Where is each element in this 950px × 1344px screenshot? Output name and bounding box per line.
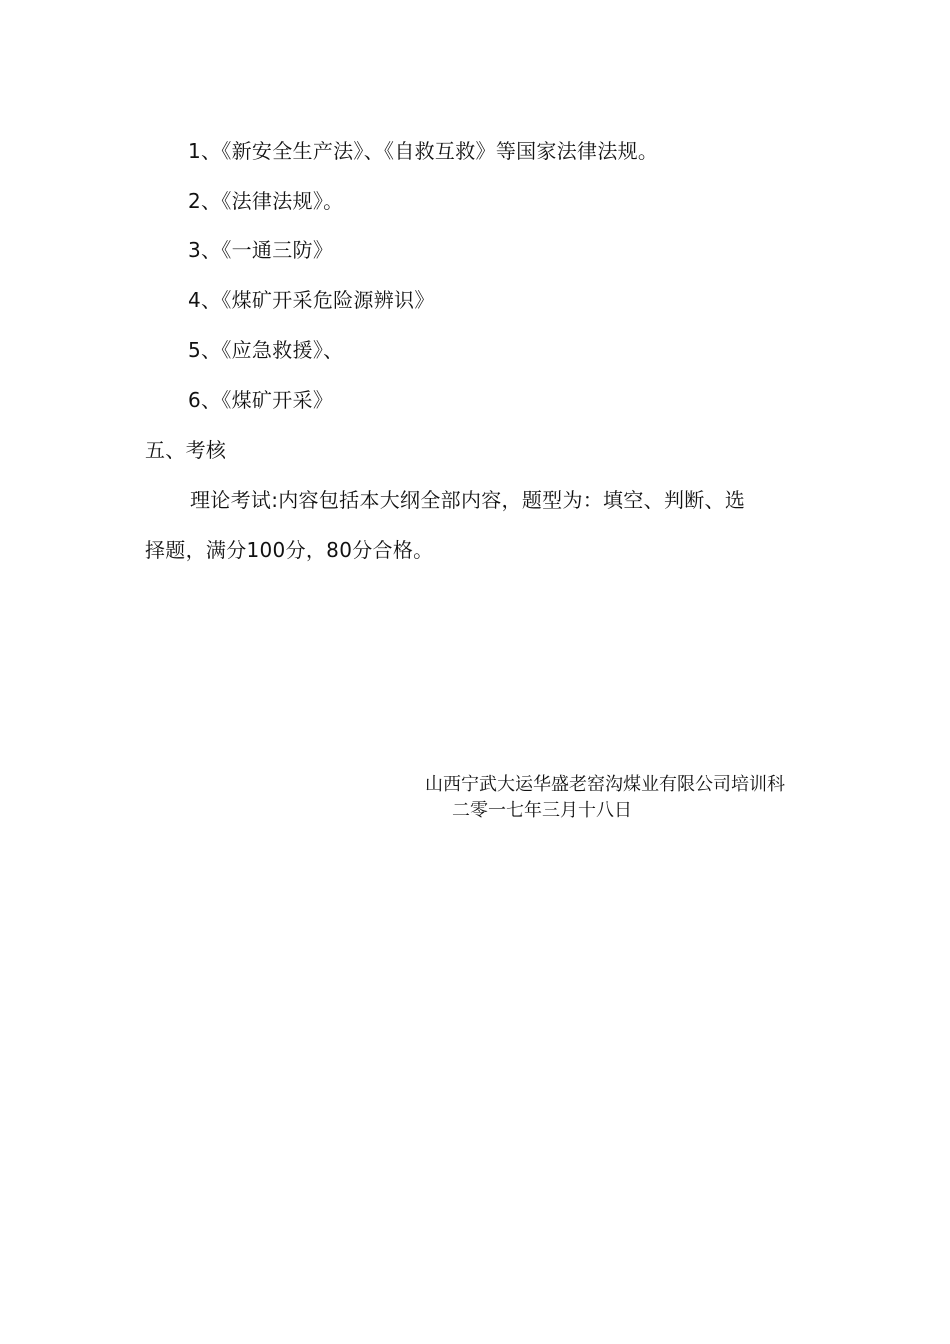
signature-organization: 山西宁武大运华盛老窑沟煤业有限公司培训科 xyxy=(425,774,785,795)
list-item-6: 6、《煤矿开采》 xyxy=(188,388,334,412)
assessment-text-line-2: 择题，满分100分，80分合格。 xyxy=(145,538,434,562)
section-heading: 五、考核 xyxy=(145,438,227,462)
list-item-5: 5、《应急救援》、 xyxy=(188,338,344,362)
list-item-1: 1、《新安全生产法》、《自救互救》等国家法律法规。 xyxy=(188,139,659,163)
signature-date: 二零一七年三月十八日 xyxy=(452,800,632,821)
assessment-text-line-1: 理论考试:内容包括本大纲全部内容，题型为：填空、判断、选 xyxy=(190,488,746,512)
list-item-4: 4、《煤矿开采危险源辨识》 xyxy=(188,288,435,312)
list-item-3: 3、《一通三防》 xyxy=(188,238,334,262)
list-item-2: 2、《法律法规》。 xyxy=(188,189,344,213)
